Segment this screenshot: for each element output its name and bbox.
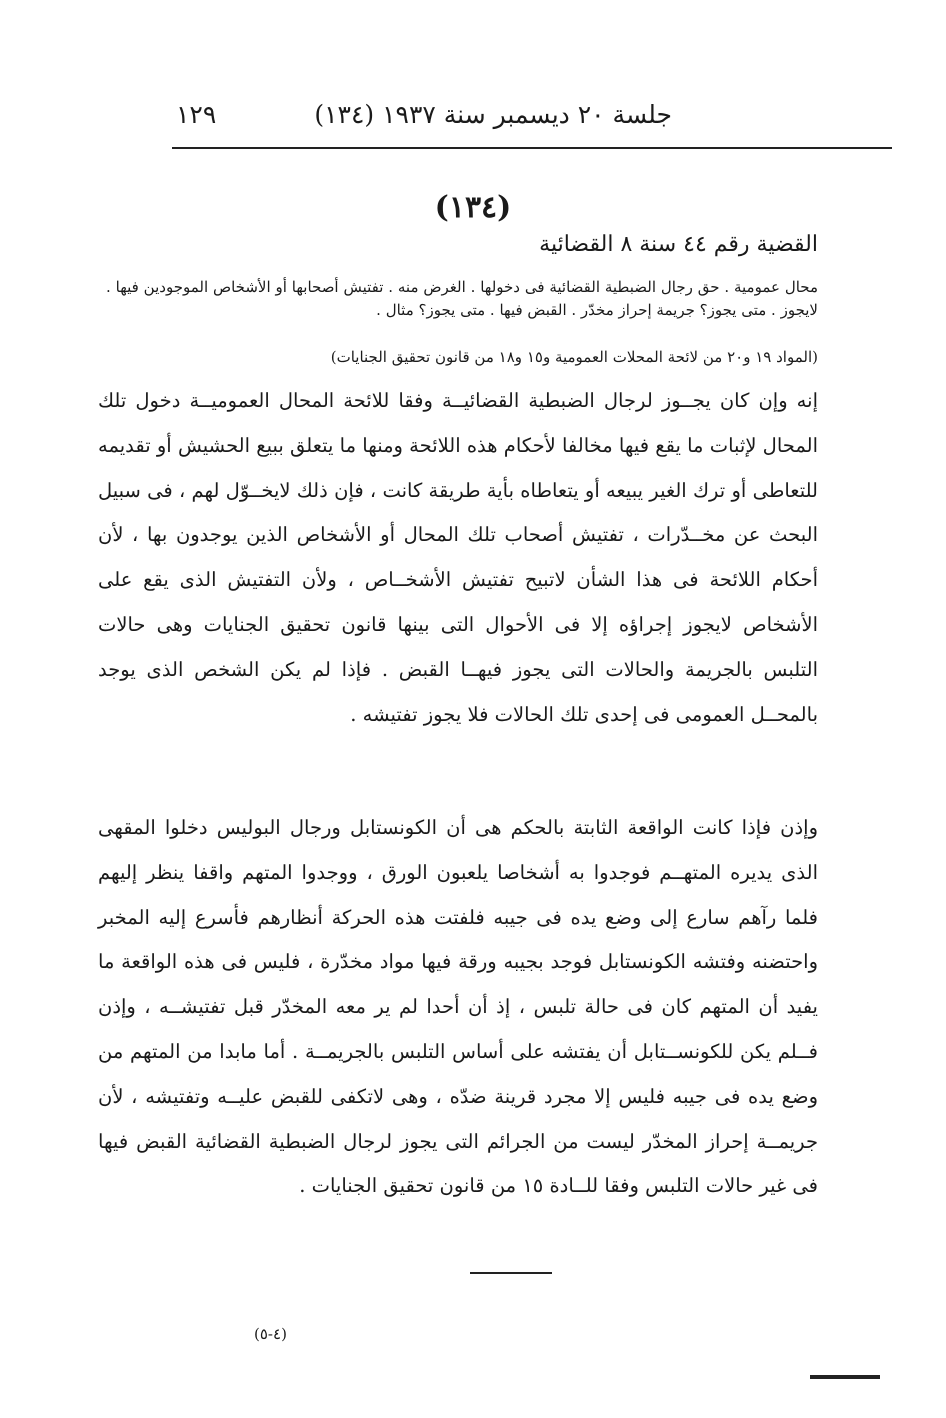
end-rule xyxy=(470,1272,552,1274)
case-title: القضية رقم ٤٤ سنة ٨ القضائية xyxy=(539,232,818,257)
body-paragraph-2: وإذن فإذا كانت الواقعة الثابتة بالحكم هى أن الكونستابل ورجال البوليس دخلوا المقهى الذى يديره المتهــم فوجدوا به أشخاصا يلعبون الورق ، ووجدوا المتهم واقفا ينظر إليهم فلما رآهم سارع إلى وضع يده فى جيبه فلفتت هذه الحركة أنظارهم فأسرع إليه المخبر واحتضنه وفتشه الكونستابل فوجد بجيبه ورقة فيها مواد مخدّرة ، فليس فى هذه الواقعة ما يفيد أن المتهم كان فى حالة تلبس ، إذ أن أحدا لم ير معه المخدّر قبل تفتيشــه ، وإذن فــلم يكن للكونســتابل أن يفتشه على أساس التلبس بالجريمــة . أما مابدا من المتهم من وضع يده فى جيبه فليس إلا مجرد قرينة ضدّه ، وهى لاتكفى للقبض عليــه وتفتيشه ، لأن جريمــة إحراز المخدّر ليست من الجرائم التى يجوز لرجال الضبطية القضائية القبض فيها فى غير حالات التلبس وفقا للــادة ١٥ من قانون تحقيق الجنايات . xyxy=(98,816,818,1198)
cited-articles: (المواد ١٩ و٢٠ من لائحة المحلات العمومية و١٥ و١٨ من قانون تحقيق الجنايات) xyxy=(330,348,818,366)
running-head-title: جلسة ٢٠ ديسمبر سنة ١٩٣٧ (١٣٤) xyxy=(314,100,672,129)
body-paragraph-1: إنه وإن كان يجــوز لرجال الضبطية القضائيــة وفقا للائحة المحال العموميــة دخول تلك المحال لإثبات ما يقع فيها مخالفا لأحكام هذه اللائحة ومنها ما يتعلق ببيع الحشيش أو تقديمه للتعاطى أو ترك الغير يبيعه أو يتعاطاه بأية طريقة كانت ، فإن ذلك لايخــوّل لهم ، فى سبيل البحث عن مخــدّرات ، تفتيش أصحاب تلك المحال أو الأشخاص الذين يوجدون بها ، لأن أحكام اللائحة فى هذا الشأن لاتبيح تفتيش الأشخــاص ، ولأن التفتيش الذى يقع على الأشخاص لايجوز إجراؤه إلا فى الأحوال التى بينها قانون تحقيق الجنايات وهى حالات التلبس بالجريمة والحالات التى يجوز فيهــا القبض . فإذا لم يكن الشخص الذى يوجد بالمحــل العمومى فى إحدى تلك الحالات فلا يجوز تفتيشه . xyxy=(98,389,818,726)
page-number: ١٢٩ xyxy=(176,100,217,129)
running-head xyxy=(170,98,890,142)
summary-keywords: محال عمومية . حق رجال الضبطية القضائية فى دخولها . الغرض منه . تفتيش أصحابها أو الأشخاص الموجودين فيها . لايجوز . متى يجوز؟ جريمة إحراز مخدّر . القبض فيها . متى يجوز؟ مثال . xyxy=(106,278,818,319)
corner-rule xyxy=(810,1375,880,1379)
case-summary xyxy=(106,276,818,322)
header-rule xyxy=(172,147,892,149)
signature-mark: (٤-٥) xyxy=(254,1325,287,1343)
case-number: (١٣٤) xyxy=(434,190,512,225)
